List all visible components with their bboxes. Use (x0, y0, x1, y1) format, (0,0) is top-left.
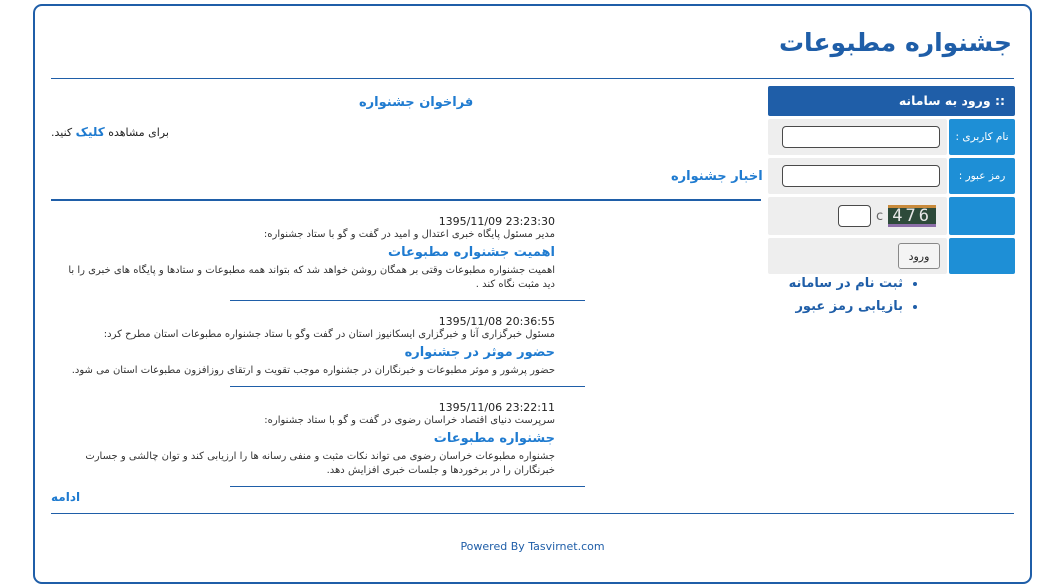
news-item (53, 401, 555, 493)
announcement-title[interactable]: فراخوان جشنواره (359, 95, 474, 110)
news-title-link[interactable]: حضور موثر در جشنواره (404, 345, 555, 360)
announcement-text (51, 125, 169, 139)
footer-divider (51, 513, 1014, 514)
news-date: 1395/11/08 20:36:55 (438, 315, 555, 328)
news-heading[interactable]: اخبار جشنواره (671, 169, 763, 184)
username-input[interactable] (782, 126, 940, 148)
username-row (768, 119, 1015, 155)
login-submit-button[interactable]: ورود (898, 243, 940, 269)
captcha-label (949, 197, 1015, 235)
submit-cell (768, 238, 947, 274)
news-divider (51, 199, 761, 201)
announcement-text-after: کنید. (51, 126, 73, 139)
news-date: 1395/11/06 23:22:11 (438, 401, 555, 414)
captcha-cell (768, 197, 947, 235)
news-lead: سرپرست دنیای اقتصاد خراسان رضوی در گفت و گو با ستاد جشنواره: (264, 415, 555, 426)
news-more-link[interactable]: ادامه (51, 490, 81, 504)
news-lead: مدیر مسئول پایگاه خبری اعتدال و امید در گفت و گو با ستاد جشنواره: (263, 229, 555, 240)
news-body: حضور پرشور و موثر مطبوعات و خبرنگاران در جشنواره موجب تقویت و ارتقای روزافزون مطبوعات استان می شود. (71, 365, 555, 376)
news-date: 1395/11/09 23:23:30 (438, 215, 555, 228)
footer-credit[interactable]: Powered By Tasvirnet.com (460, 540, 605, 553)
news-item (53, 215, 555, 307)
submit-row (768, 238, 1015, 274)
captcha-row (768, 197, 1015, 235)
news-title-link[interactable]: اهمیت جشنواره مطبوعات (388, 245, 555, 260)
page-frame (33, 4, 1032, 584)
login-header: :: ورود به سامانه (768, 86, 1015, 116)
site-title: جشنواره مطبوعات (778, 28, 1012, 57)
captcha-input[interactable] (838, 205, 871, 227)
header-divider (51, 78, 1014, 79)
news-body: اهمیت جشنواره مطبوعات وقتی بر همگان روشن خواهد شد که بتواند همه مطبوعات و ستادها و پایگاه های خبری را با دید مثبت نگاه کند . (68, 265, 555, 290)
news-list (53, 215, 555, 501)
username-cell (768, 119, 947, 155)
password-cell (768, 158, 947, 194)
password-input[interactable] (782, 165, 940, 187)
news-body: جشنواره مطبوعات خراسان رضوی می تواند نکات مثبت و منفی رسانه ها را ارزیابی کند و توان چالشی و جسارت خبرنگاران را در برخوردها و جلسات خبری افزایش دهد. (85, 451, 555, 476)
captcha-image: 476 (888, 205, 936, 227)
announcement-text-before: برای مشاهده (108, 126, 169, 139)
captcha-group (838, 205, 936, 227)
login-panel (768, 86, 1015, 274)
captcha-separator: c (876, 208, 884, 224)
news-item (53, 315, 555, 393)
username-label: نام کاربری : (949, 119, 1015, 155)
side-links (768, 276, 1015, 322)
news-lead: مسئول خبرگزاری آنا و خبرگزاری ایسکانیوز استان در گفت وگو با ستاد جشنواره مطبوعات استان مطرح کرد: (103, 329, 555, 340)
news-title-link[interactable]: جشنواره مطبوعات (433, 431, 555, 446)
submit-label-cell (949, 238, 1015, 274)
recover-password-link[interactable]: • بازیابی رمز عبور (768, 299, 903, 314)
password-row (768, 158, 1015, 194)
register-link[interactable]: • ثبت نام در سامانه (768, 276, 903, 291)
password-label: رمز عبور : (949, 158, 1015, 194)
announcement-click-link[interactable]: کلیک (75, 125, 105, 139)
